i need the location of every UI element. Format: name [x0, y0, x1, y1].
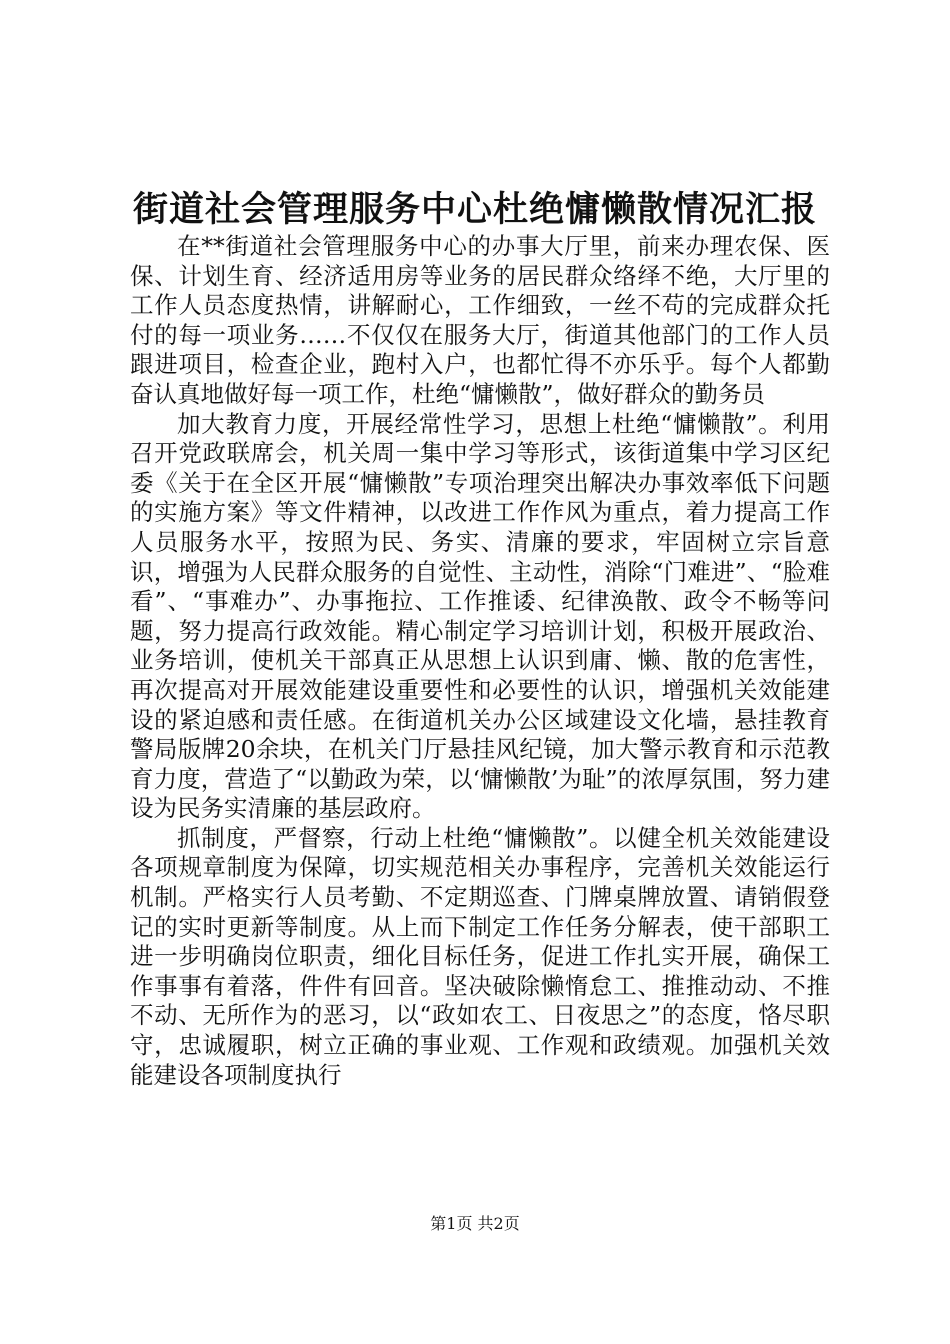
paragraph-education: 加大教育力度，开展经常性学习，思想上杜绝“慵懒散”。利用召开党政联席会，机关周一集中学习等形式，该街道集中学习区纪委《关于在全区开展“慵懒散”专项治理突出解决办事效率低下问题的实施方案》等文件精神，以改进工作作风为重点，着力提高工作人员服务水平，按照为民、务实、清廉的要求，牢固树立宗旨意识，增强为人民群众服务的自觉性、主动性，消除“门难进”、“脸难看”、“事难办”、办事拖拉、工作推诿、纪律涣散、政令不畅等问题，努力提高行政效能。精心制定学习培训计划，积极开展政治、业务培训，使机关干部真正从思想上认识到庸、懒、散的危害性，再次提高对开展效能建设重要性和必要性的认识，增强机关效能建设的紧迫感和责任感。在街道机关办公区域建设文化墙，悬挂教育警局版牌20余块，在机关门厅悬挂风纪镜，加大警示教育和示范教育力度，营造了“以勤政为荣，以‘慵懒散’为耻”的浓厚氛围，努力建设为民务实清廉的基层政府。 — [130, 409, 830, 823]
document-title: 街道社会管理服务中心杜绝慵懒散情况汇报 — [132, 189, 817, 230]
document-body — [130, 232, 830, 1090]
paragraph-intro: 在**街道社会管理服务中心的办事大厅里，前来办理农保、医保、计划生育、经济适用房等业务的居民群众络绎不绝，大厅里的工作人员态度热情，讲解耐心，工作细致，一丝不苟的完成群众托付的每一项业务……不仅仅在服务大厅，街道其他部门的工作人员跟进项目，检查企业，跑村入户，也都忙得不亦乐乎。每个人都勤奋认真地做好每一项工作，杜绝“慵懒散”，做好群众的勤务员 — [130, 232, 830, 408]
paragraph-system: 抓制度，严督察，行动上杜绝“慵懒散”。以健全机关效能建设各项规章制度为保障，切实规范相关办事程序，完善机关效能运行机制。严格实行人员考勤、不定期巡查、门牌桌牌放置、请销假登记的实时更新等制度。从上而下制定工作任务分解表，使干部职工进一步明确岗位职责，细化目标任务，促进工作扎实开展，确保工作事事有着落，件件有回音。坚决破除懒惰怠工、推推动动、不推不动、无所作为的恶习，以“政如农工、日夜思之”的态度，恪尽职守，忠诚履职，树立正确的事业观、工作观和政绩观。加强机关效能建设各项制度执行 — [130, 823, 830, 1089]
page-number-footer: 第1页 共2页 — [430, 1214, 520, 1233]
